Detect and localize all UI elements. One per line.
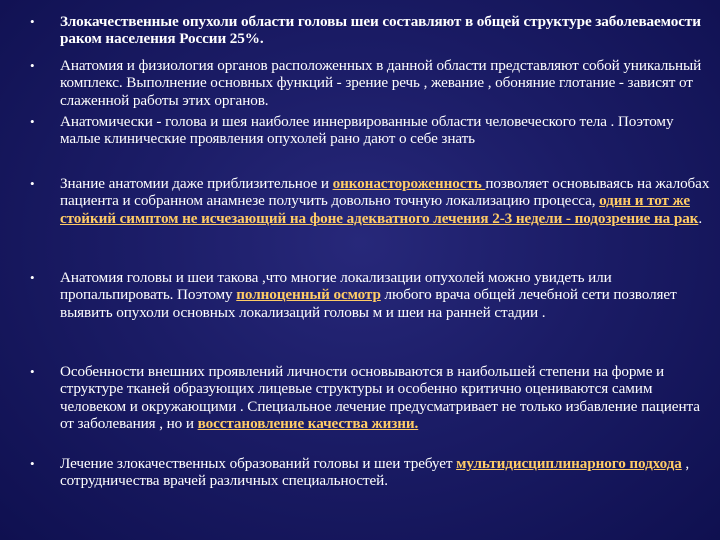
text-run: , сотрудничества врачей различных специальностей. (60, 455, 690, 490)
text-run: Знание анатомии даже приблизительное и (60, 175, 333, 192)
text-run: Особенности внешних проявлений личности основываются в наибольшей степени на форме и структуре тканей образующих лицевые структуры и особенно критично оцениваются самим человеком и окружающими . Специальное лечение предусматривает не только избавление пациента от заболевания , но и (60, 363, 700, 433)
bullet-glyph: • (30, 58, 35, 73)
bullet-glyph: • (30, 364, 35, 379)
bullet-glyph: • (30, 176, 35, 191)
text-run: Лечение злокачественных образований головы и шеи требует (60, 455, 457, 472)
item-text: Злокачественные опухоли области головы шеи составляют в общей структуре заболеваемости раком населения России 25%. (60, 13, 701, 48)
text-run: . (698, 209, 703, 227)
item-text: Анатомически - голова и шея наиболее иннервированные области человеческого тела . Поэтому малые клинические проявления опухолей рано дают о себе знать (60, 113, 674, 148)
text-run: позволяет основываясь на жалобах пациента и собранном анамнезе получить довольно точную локализацию процесса, (60, 175, 710, 210)
highlight-multidisciplinary: мультидисциплинарного подхода (456, 455, 682, 472)
highlight-full-examination: полноценный осмотр (236, 286, 381, 304)
item-text (60, 363, 710, 433)
highlight-quality-of-life: восстановление качества жизни. (197, 415, 419, 433)
bullet-glyph: • (30, 14, 35, 29)
bullet-glyph: • (30, 456, 35, 471)
item-text (60, 269, 710, 321)
text-run: любого врача общей лечебной сети позволяет выявить опухоли основных локализаций головы м и шеи на ранней стадии . (60, 286, 677, 321)
item-text: Анатомия и физиология органов расположенных в данной области представляют собой уникальный комплекс. Выполнение основных функций - зрение речь , жевание , обоняние глотание - зависят от слаженной работы этих органов. (60, 57, 702, 109)
item-text (60, 175, 710, 227)
bullet-glyph: • (30, 270, 35, 285)
text-run: Анатомия головы и шеи такова ,что многие локализации опухолей можно увидеть или пропальпировать. Поэтому (60, 269, 612, 304)
highlight-oncoalertness: онконастороженность (332, 175, 486, 192)
highlight-persistent-symptom: один и тот же стойкий симптом не исчезающий на фоне адекватного лечения 2-3 недели - подозрение на рак (60, 192, 699, 227)
item-text (60, 455, 710, 490)
bullet-glyph: • (30, 114, 35, 129)
